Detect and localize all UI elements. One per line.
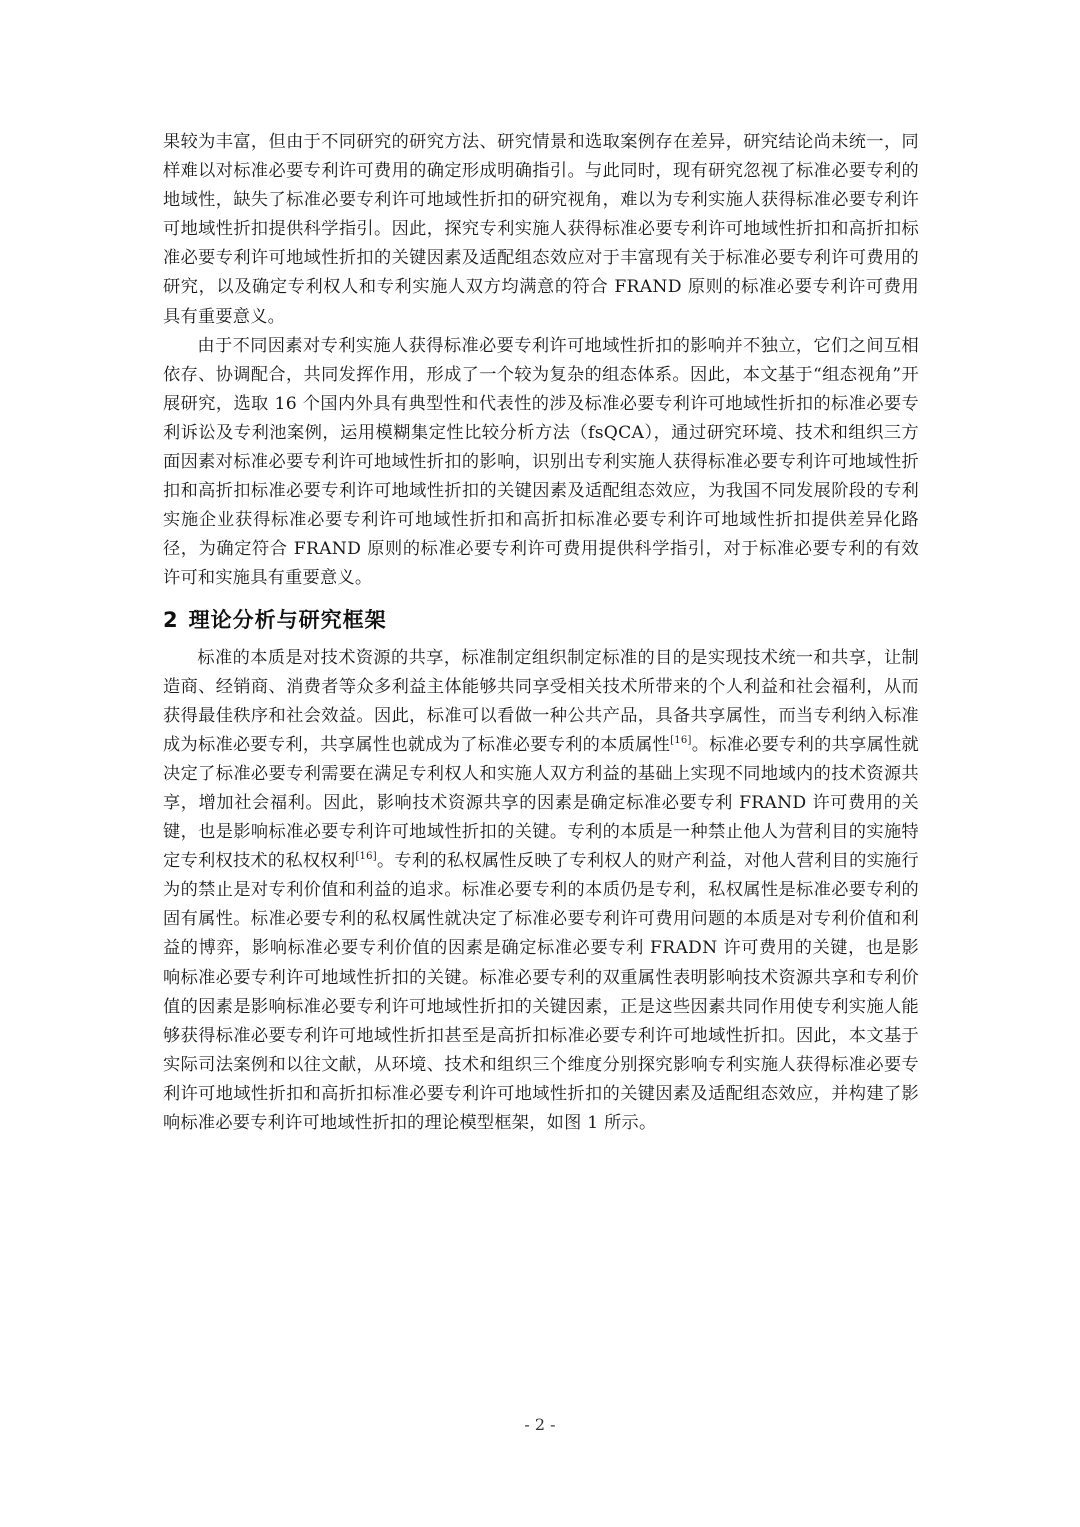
paragraph-configuration-perspective: 由于不同因素对专利实施人获得标准必要专利许可地域性折扣的影响并不独立，它们之间互相依存、协调配合，共同发挥作用，形成了一个较为复杂的组态体系。因此，本文基于“组态视角”开展研究，选取 16 个国内外具有典型性和代表性的涉及标准必要专利许可地域性折扣的标准必要专利诉讼及专利池案例，运用模糊集定性比较分析方法（fsQCA），通过研究环境、技术和组织三方面因素对标准必要专利许可地域性折扣的影响，识别出专利实施人获得标准必要专利许可地域性折扣和高折扣标准必要专利许可地域性折扣的关键因素及适配组态效应，为我国不同发展阶段的专利实施企业获得标准必要专利许可地域性折扣和高折扣标准必要专利许可地域性折扣提供差异化路径，为确定符合 FRAND 原则的标准必要专利许可费用提供科学指引，对于标准必要专利的有效许可和实施具有重要意义。 <box>163 335 919 589</box>
paragraph-text-part-1: 标准的本质是对技术资源的共享，标准制定组织制定标准的目的是实现技术统一和共享，让制造商、经销商、消费者等众多利益主体能够共同享受相关技术所带来的个人利益和社会福利，从而获得最佳秩序和社会效益。因此，标准可以看做一种公共产品，具备共享属性，而当专利纳入标准成为标准必要专利，共享属性也就成为了标准必要专利的本质属性 <box>163 647 919 755</box>
paragraph-theory-analysis <box>163 644 919 1139</box>
paragraph-continued: 果较为丰富，但由于不同研究的研究方法、研究情景和选取案例存在差异，研究结论尚未统一，同样难以对标准必要专利许可费用的确定形成明确指引。与此同时，现有研究忽视了标准必要专利的地域性，缺失了标准必要专利许可地域性折扣的研究视角，难以为专利实施人获得标准必要专利许可地域性折扣提供科学指引。因此，探究专利实施人获得标准必要专利许可地域性折扣和高折扣标准必要专利许可地域性折扣的关键因素及适配组态效应对于丰富现有关于标准必要专利许可费用的研究，以及确定专利权人和专利实施人双方均满意的符合 FRAND 原则的标准必要专利许可费用具有重要意义。 <box>163 132 919 327</box>
paragraph-text-part-3: 。专利的私权属性反映了专利权人的财产利益，对他人营利目的实施行为的禁止是对专利价值和利益的追求。标准必要专利的本质仍是专利，私权属性是标准必要专利的固有属性。标准必要专利的私权属性就决定了标准必要专利许可费用问题的本质是对专利价值和利益的博弈，影响标准必要专利价值的因素是确定标准必要专利 FRADN 许可费用的关键，也是影响标准必要专利许可地域性折扣的关键。标准必要专利的双重属性表明影响技术资源共享和专利价值的因素是影响标准必要专利许可地域性折扣的关键因素，正是这些因素共同作用使专利实施人能够获得标准必要专利许可地域性折扣甚至是高折扣标准必要专利许可地域性折扣。因此，本文基于实际司法案例和以往文献，从环境、技术和组织三个维度分别探究影响专利实施人获得标准必要专利许可地域性折扣和高折扣标准必要专利许可地域性折扣的关键因素及适配组态效应，并构建了影响标准必要专利许可地域性折扣的理论模型框架，如图 1 所示。 <box>163 851 919 1133</box>
section-title: 理论分析与研究框架 <box>188 607 387 632</box>
page-number: - 2 - <box>524 1415 556 1434</box>
section-number: 2 <box>163 607 179 632</box>
section-heading <box>163 600 919 640</box>
paragraph-text-part-2: 。标准必要专利的共享属性就决定了标准必要专利需要在满足专利权人和实施人双方利益的基础上实现不同地域内的技术资源共享，增加社会福利。因此，影响技术资源共享的因素是确定标准必要专利 FRAND 许可费用的关键，也是影响标准必要专利许可地域性折扣的关键。专利的本质是一种禁止他人为营利目的实施特定专利权技术的私权权利 <box>163 734 919 872</box>
page-content <box>163 128 919 1138</box>
citation-ref: [16] <box>355 851 377 863</box>
citation-ref: [16] <box>670 734 692 746</box>
